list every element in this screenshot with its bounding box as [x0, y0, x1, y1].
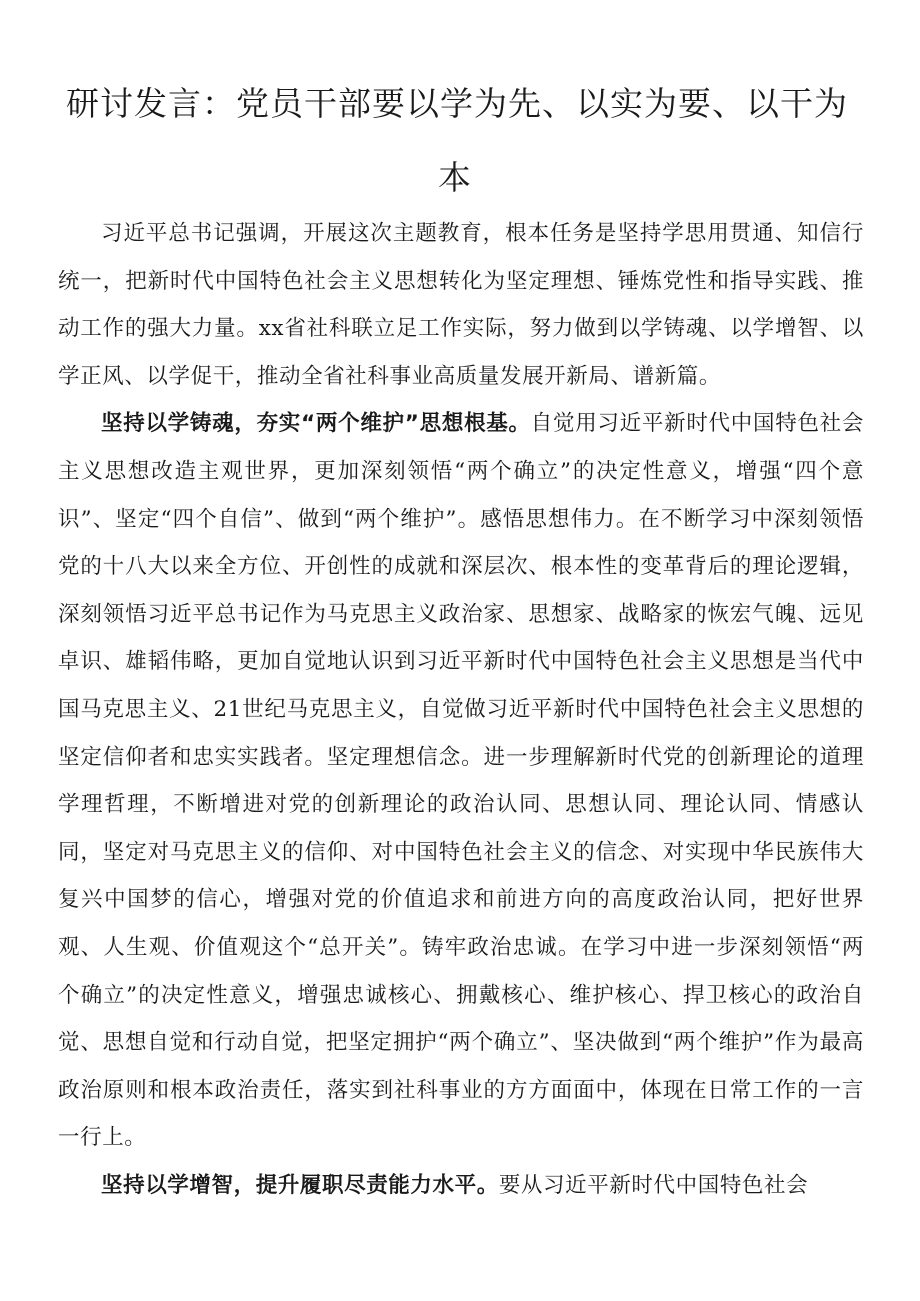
paragraph-lead-heading: 坚持以学增智，提升履职尽责能力水平。: [101, 1172, 499, 1198]
paragraph-section-2: [58, 1162, 864, 1210]
paragraph-text: 要从习近平新时代中国特色社会: [498, 1172, 809, 1198]
paragraph-text: 自觉用习近平新时代中国特色社会主义思想改造主观世界，更加深刻领悟“两个确立”的决定性意义，增强“四个意识”、坚定“四个自信”、做到“两个维护”。感悟思想伟力。在不断学习中深刻领悟党的十八大以来全方位、开创性的成就和深层次、根本性的变革背后的理论逻辑，深刻领悟习近平总书记作为马克思主义政治家、思想家、战略家的恢宏气魄、远见卓识、雄韬伟略，更加自觉地认识到习近平新时代中国特色社会主义思想是当代中国马克思主义、21世纪马克思主义，自觉做习近平新时代中国特色社会主义思想的坚定信仰者和忠实实践者。坚定理想信念。进一步理解新时代党的创新理论的道理学理哲理，不断增进对党的创新理论的政治认同、思想认同、理论认同、情感认同，坚定对马克思主义的信仰、对中国特色社会主义的信念、对实现中华民族伟大复兴中国梦的信心，增强对党的价值追求和前进方向的高度政治认同，把好世界观、人生观、价值观这个“总开关”。铸牢政治忠诚。在学习中进一步深刻领悟“两个确立”的决定性意义，增强忠诚核心、拥戴核心、维护核心、捍卫核心的政治自觉、思想自觉和行动自觉，把坚定拥护“两个确立”、坚决做到“两个维护”作为最高政治原则和根本政治责任，落实到社科事业的方方面面中，体现在日常工作的一言一行上。: [58, 411, 864, 1151]
paragraph-text: 习近平总书记强调，开展这次主题教育，根本任务是坚持学思用贯通、知信行统一，把新时代中国特色社会主义思想转化为坚定理想、锤炼党性和指导实践、推动工作的强大力量。xx省社科联立足工作实际，努力做到以学铸魂、以学增智、以学正风、以学促干，推动全省社科事业高质量发展开新局、谱新篇。: [58, 221, 864, 389]
paragraph-section-1: [58, 400, 864, 1162]
paragraph-lead-heading: 坚持以学铸魂，夯实“两个维护”思想根基。: [101, 411, 531, 437]
title-line-1: 研讨发言：党员干部要以学为先、以实为要、以干为: [66, 84, 848, 123]
document-body: [58, 210, 864, 1209]
title-line-2: 本: [438, 158, 472, 197]
paragraph-intro: [58, 210, 864, 400]
